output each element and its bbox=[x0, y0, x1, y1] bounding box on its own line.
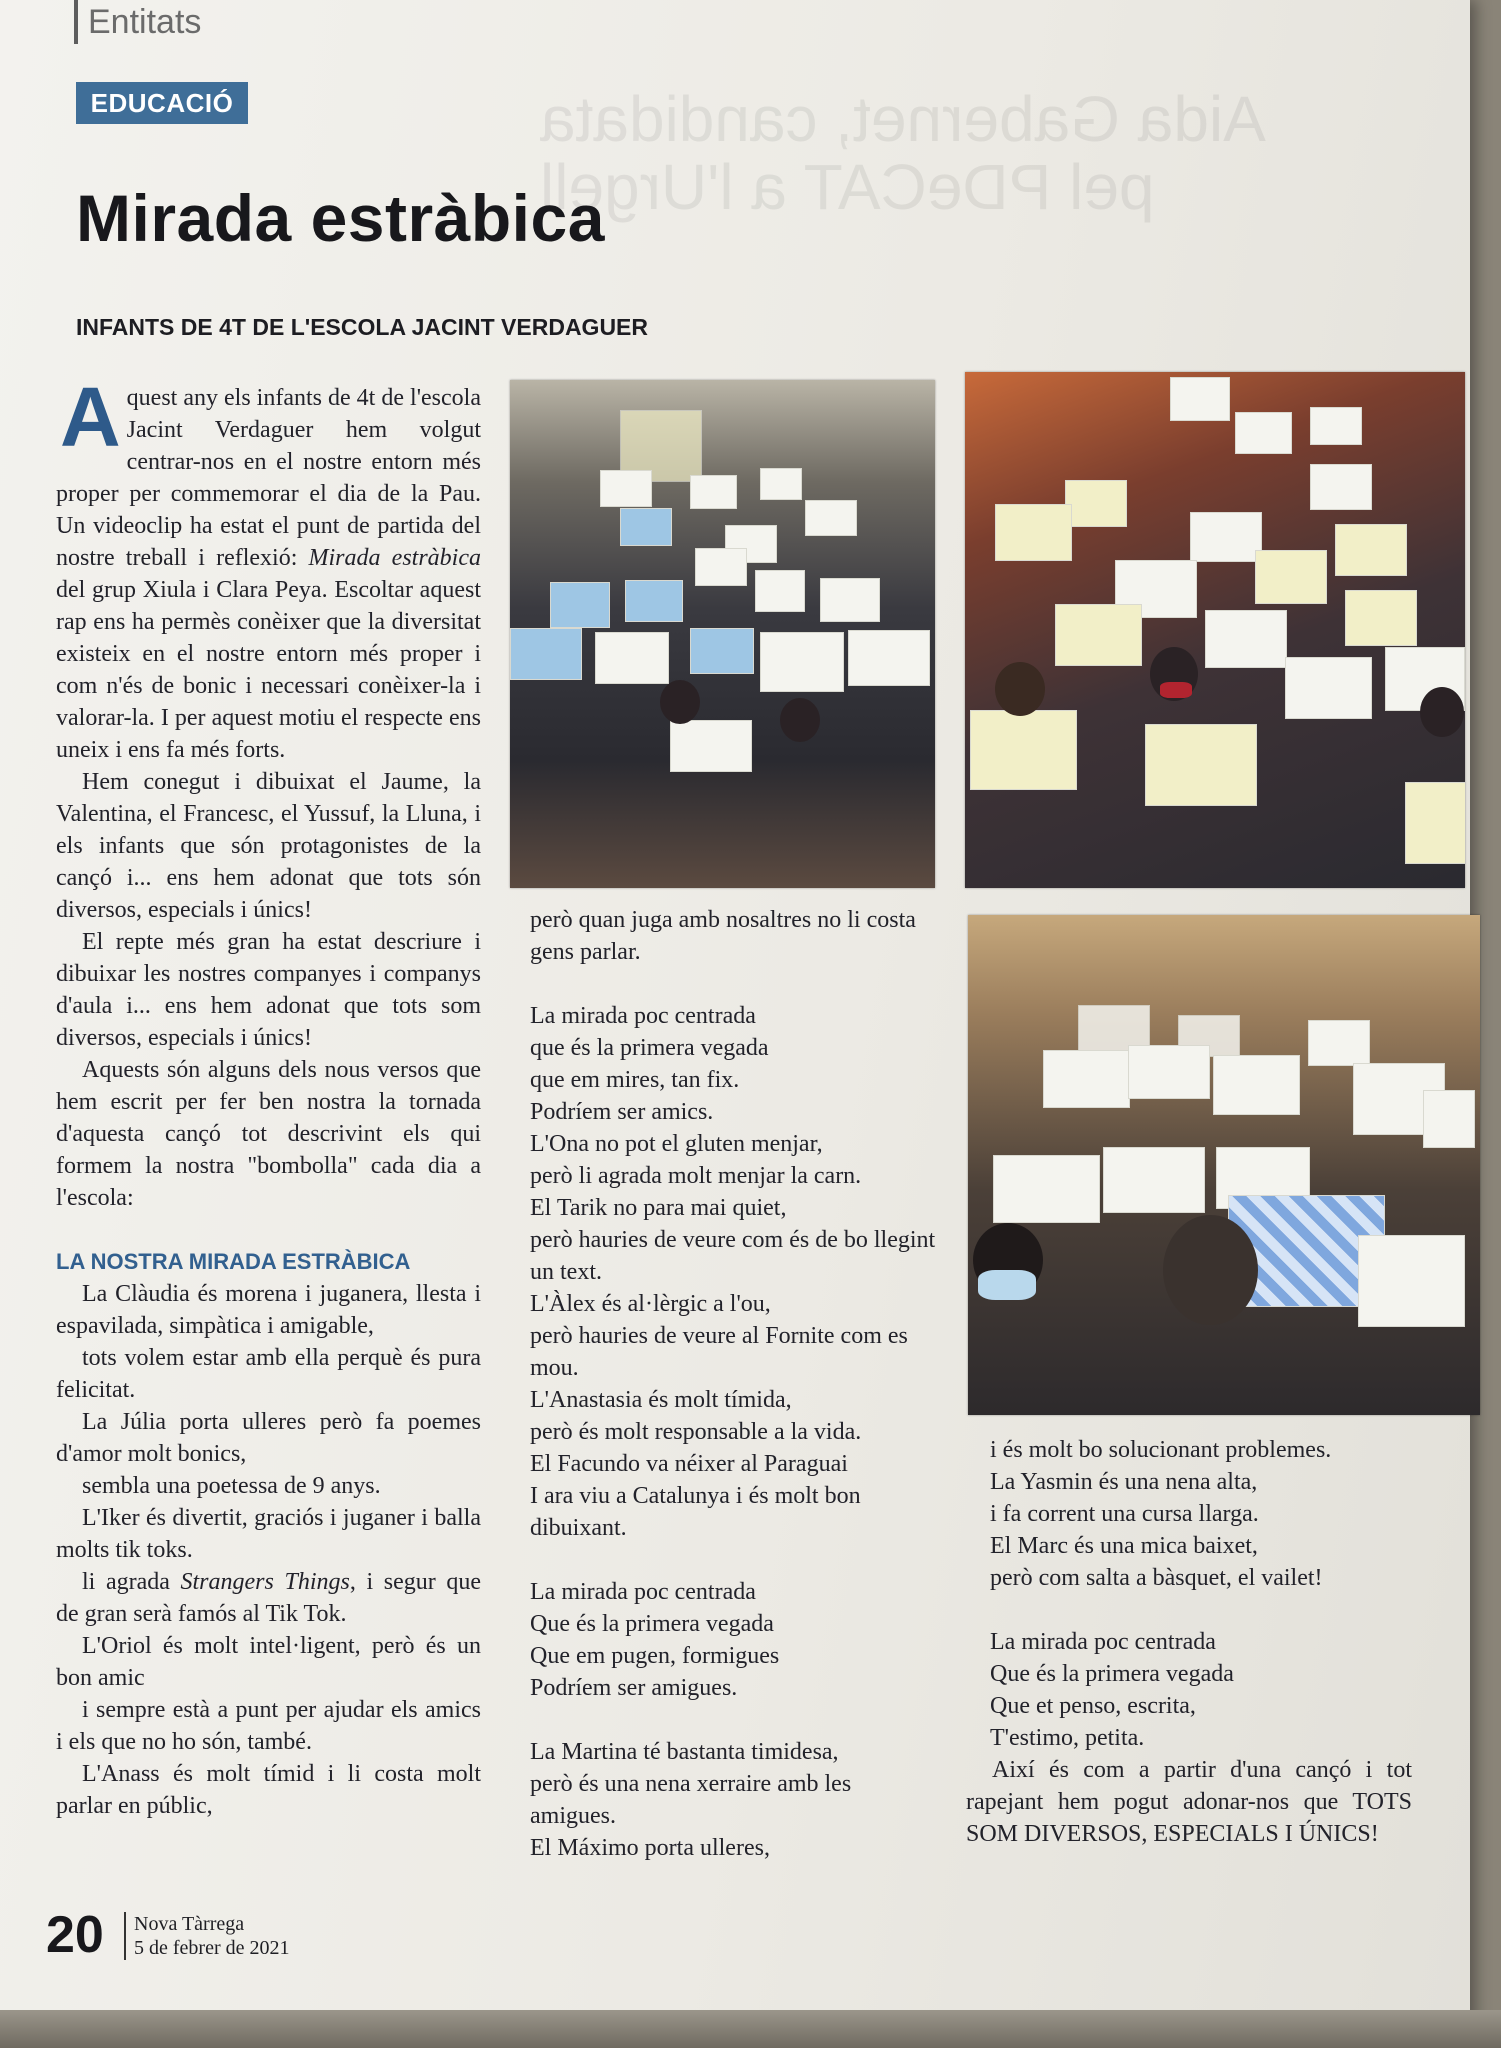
verse-line: Que et penso, escrita, bbox=[990, 1693, 1196, 1719]
verse-line: El Tarik no para mai quiet, bbox=[530, 1195, 787, 1221]
stanza-col3 bbox=[966, 1434, 1412, 1594]
verse-line: T'estimo, petita. bbox=[990, 1725, 1145, 1751]
verse-line: i fa corrent una cursa llarga. bbox=[990, 1501, 1259, 1527]
verse-line: L'Ona no pot el gluten menjar, bbox=[530, 1131, 823, 1157]
publication-date: 5 de febrer de 2021 bbox=[134, 1937, 290, 1959]
verse-line: La mirada poc centrada bbox=[530, 1003, 756, 1029]
chorus-2 bbox=[506, 1576, 938, 1704]
verse-line: sembla una poetessa de 9 anys. bbox=[82, 1473, 381, 1499]
verse-line: L'Anastasia és molt tímida, bbox=[530, 1387, 792, 1413]
category-badge: EDUCACIÓ bbox=[76, 82, 248, 124]
verse-line: Que és la primera vegada bbox=[990, 1661, 1234, 1687]
chorus-3 bbox=[966, 1626, 1412, 1754]
text-column-2 bbox=[506, 904, 938, 1864]
verse-line: El Facundo va néixer al Paraguai bbox=[530, 1451, 848, 1477]
verse-line: La mirada poc centrada bbox=[990, 1629, 1216, 1655]
verse-line: La Clàudia és morena i juganera, llesta i espavilada, simpàtica i amigable, bbox=[56, 1281, 481, 1339]
verse-line: però hauries de veure com és de bo llegint un text. bbox=[530, 1227, 936, 1285]
publication-info bbox=[124, 1912, 290, 1960]
verse-line: L'Anass és molt tímid i li costa molt parlar en públic, bbox=[56, 1761, 481, 1819]
verse-text: li agrada bbox=[82, 1569, 181, 1595]
class-photo-hall bbox=[968, 915, 1480, 1415]
verse-line: L'Oriol és molt intel·ligent, però és un bon amic bbox=[56, 1633, 481, 1691]
bleed-line-2: pel PDeCAT a l'Urgell bbox=[540, 151, 1155, 223]
verse-line: La Yasmin és una nena alta, bbox=[990, 1469, 1258, 1495]
page-number: 20 bbox=[46, 1906, 104, 1964]
verse-line: i sempre està a punt per ajudar els amics i els que no ho són, també. bbox=[56, 1697, 481, 1755]
class-photo-stairs bbox=[510, 380, 935, 888]
verse-line: El Máximo porta ulleres, bbox=[530, 1835, 770, 1861]
verse-line: El Marc és una mica baixet, bbox=[990, 1533, 1258, 1559]
verse-line: però hauries de veure al Fornite com es mou. bbox=[530, 1323, 908, 1381]
verse-line: però li agrada molt menjar la carn. bbox=[530, 1163, 862, 1189]
verse-line: Podríem ser amics. bbox=[530, 1099, 714, 1125]
verse-line: Podríem ser amigues. bbox=[530, 1675, 738, 1701]
verse-line: La mirada poc centrada bbox=[530, 1579, 756, 1605]
verse-line: tots volem estar amb ella perquè és pura felicitat. bbox=[56, 1345, 481, 1403]
publication-name: Nova Tàrrega bbox=[134, 1913, 245, 1935]
verse-line: però és molt responsable a la vida. bbox=[530, 1419, 862, 1445]
verse-line: que em mires, tan fix. bbox=[530, 1067, 740, 1093]
page-bottom-edge bbox=[0, 2010, 1501, 2048]
verse-line: Que em pugen, formigues bbox=[530, 1643, 780, 1669]
chorus-1 bbox=[506, 1000, 938, 1544]
paragraph-3: El repte més gran ha estat descriure i dibuixar les nostres companyes i companys d'aula i... ens hem adonat que tots som diversos, especials i únics! bbox=[56, 929, 481, 1051]
song-title: Mirada estràbica bbox=[308, 545, 481, 571]
show-title: Strangers Things bbox=[180, 1569, 350, 1595]
verse-line: i és molt bo solucionant problemes. bbox=[990, 1437, 1332, 1463]
drop-cap: A bbox=[60, 370, 121, 464]
verse-line: que és la primera vegada bbox=[530, 1035, 769, 1061]
verse-line: La Martina té bastanta timidesa, bbox=[530, 1739, 839, 1765]
paragraph-2: Hem conegut i dibuixat el Jaume, la Valentina, el Francesc, el Yussuf, la Lluna, i els infants que són protagonistes de la cançó i... ens hem adonat que tots són diversos, especials i únics! bbox=[56, 769, 481, 923]
bleed-through-text bbox=[540, 85, 1390, 221]
verse-line: L'Àlex és al·lèrgic a l'ou, bbox=[530, 1291, 771, 1317]
verse-line: L'Iker és divertit, graciós i juganer i balla molts tik toks. bbox=[56, 1505, 481, 1563]
verse-line: però com salta a bàsquet, el vailet! bbox=[990, 1565, 1323, 1591]
paragraph-4: Aquests són alguns dels nous versos que hem escrit per fer ben nostra la tornada d'aquesta cançó tot descrivint els qui formem la nostra "bombolla" cada dia a l'escola: bbox=[56, 1057, 481, 1211]
stanza-end bbox=[506, 1736, 938, 1864]
intro-paragraph bbox=[56, 370, 481, 766]
verse-line: però és una nena xerraire amb les amigues. bbox=[530, 1771, 852, 1829]
verse-line: La Júlia porta ulleres però fa poemes d'amor molt bonics, bbox=[56, 1409, 481, 1467]
class-photo-group bbox=[965, 372, 1465, 888]
verse-line: però quan juga amb nosaltres no li costa gens parlar. bbox=[530, 907, 916, 965]
article-byline: INFANTS DE 4T DE L'ESCOLA JACINT VERDAGUER bbox=[76, 314, 649, 340]
closing-paragraph: Així és com a partir d'una cançó i tot rapejant hem pogut adonar-nos que TOTS SOM DIVERSOS, ESPECIALS I ÚNICS! bbox=[966, 1757, 1412, 1847]
verse-text: , i segur que de gran serà famós al Tik Tok. bbox=[56, 1569, 481, 1627]
verse-line bbox=[56, 1566, 481, 1630]
verse-line: Que és la primera vegada bbox=[530, 1611, 774, 1637]
intro-text-b: del grup Xiula i Clara Peya. Escoltar aquest rap ens ha permès conèixer que la diversitat existeix en el nostre entorn més proper i com n'és de bonic i necessari conèixer-la i valorar-la. I per aquest motiu el respecte ens uneix i ens fa més forts. bbox=[56, 577, 481, 763]
text-column-1 bbox=[56, 370, 481, 1822]
verse-line: I ara viu a Catalunya i és molt bon dibuixant. bbox=[530, 1483, 861, 1541]
article-title: Mirada estràbica bbox=[76, 181, 605, 255]
poem-subheading: LA NOSTRA MIRADA ESTRÀBICA bbox=[56, 1249, 411, 1274]
section-heading: Entitats bbox=[74, 0, 201, 44]
text-column-3 bbox=[966, 1434, 1412, 1850]
bleed-line-1: Aida Gabernet, candidata bbox=[540, 83, 1266, 155]
intro-text-a: quest any els infants de 4t de l'escola Jacint Verdaguer hem volgut centrar-nos en el nostre entorn més proper per commemorar el dia de la Pau. Un videoclip ha estat el punt de partida del nostre treball i reflexió: bbox=[56, 385, 481, 571]
